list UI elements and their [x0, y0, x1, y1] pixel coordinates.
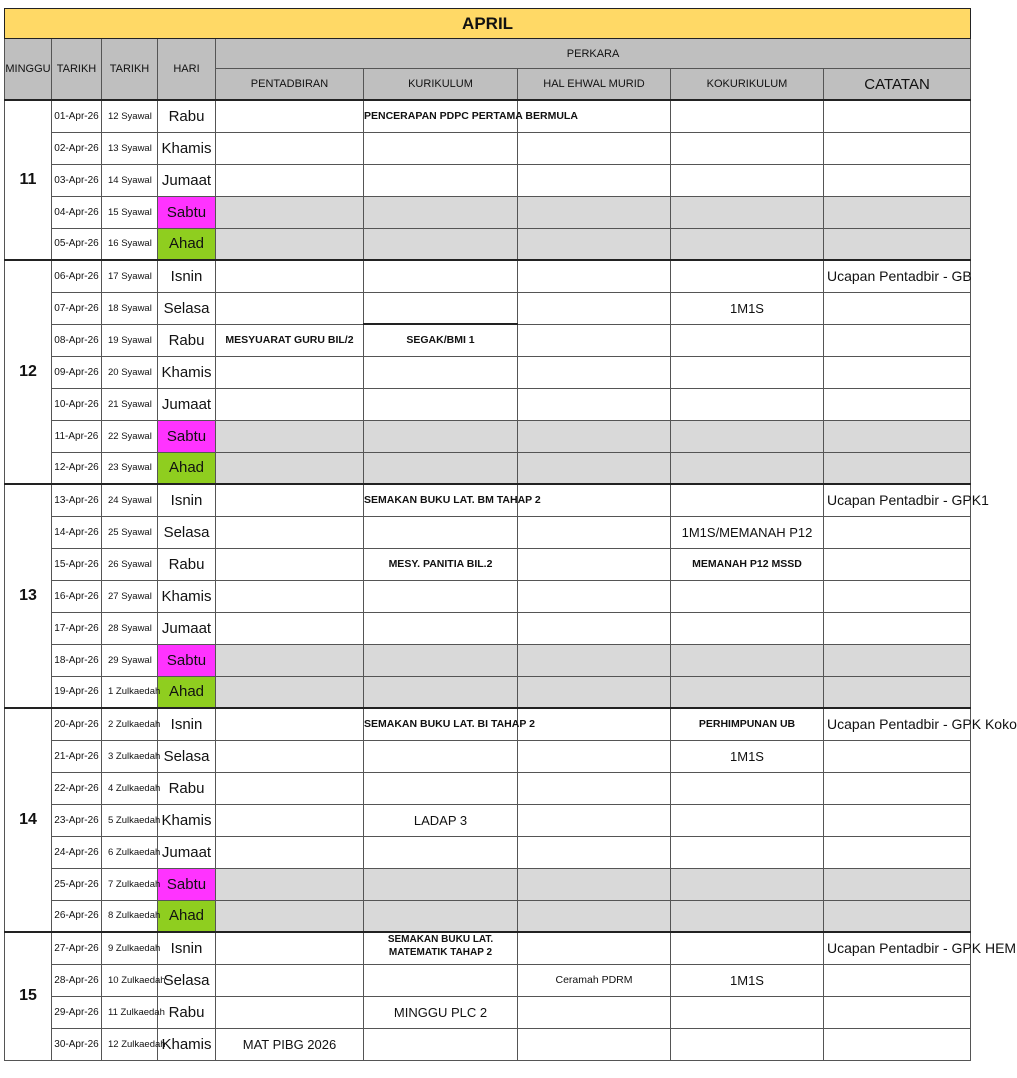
table-row	[5, 164, 971, 196]
hem-cell	[518, 612, 671, 644]
catatan-cell	[824, 324, 971, 356]
hijri-date-cell: 10 Zulkaedah	[102, 964, 158, 996]
date-cell: 11-Apr-26	[52, 420, 102, 452]
hem-cell	[518, 548, 671, 580]
kurikulum-cell	[364, 772, 518, 804]
pentadbiran-cell	[216, 196, 364, 228]
date-cell: 09-Apr-26	[52, 356, 102, 388]
kurikulum-cell	[364, 1028, 518, 1060]
day-cell: Selasa	[158, 964, 216, 996]
date-cell: 14-Apr-26	[52, 516, 102, 548]
table-row	[5, 804, 971, 836]
table-row	[5, 484, 971, 516]
kurikulum-cell	[364, 964, 518, 996]
kokurikulum-cell	[671, 868, 824, 900]
hem-cell	[518, 228, 671, 260]
catatan-cell	[824, 228, 971, 260]
kurikulum-cell	[364, 132, 518, 164]
kokurikulum-cell: 1M1S	[671, 740, 824, 772]
monthly-schedule-sheet	[4, 8, 1017, 1076]
hijri-date-cell: 22 Syawal	[102, 420, 158, 452]
catatan-cell	[824, 772, 971, 804]
pentadbiran-cell	[216, 612, 364, 644]
hijri-date-cell: 18 Syawal	[102, 292, 158, 324]
hem-cell	[518, 516, 671, 548]
hem-cell	[518, 708, 671, 740]
table-row	[5, 356, 971, 388]
week-number: 15	[5, 932, 52, 1060]
kurikulum-cell: SEMAKAN BUKU LAT. MATEMATIK TAHAP 2	[364, 932, 518, 964]
hem-cell	[518, 676, 671, 708]
hijri-date-cell: 6 Zulkaedah	[102, 836, 158, 868]
kokurikulum-cell: MEMANAH P12 MSSD	[671, 548, 824, 580]
kurikulum-cell	[364, 676, 518, 708]
table-row	[5, 324, 971, 356]
pentadbiran-cell	[216, 772, 364, 804]
kurikulum-cell	[364, 580, 518, 612]
kurikulum-cell	[364, 292, 518, 324]
hem-cell	[518, 452, 671, 484]
hijri-date-cell: 20 Syawal	[102, 356, 158, 388]
hem-cell	[518, 644, 671, 676]
day-cell: Khamis	[158, 132, 216, 164]
hem-cell	[518, 932, 671, 964]
hijri-date-cell: 19 Syawal	[102, 324, 158, 356]
catatan-cell: Ucapan Pentadbir - GPK1	[824, 484, 971, 516]
header-pentadbiran: PENTADBIRAN	[216, 69, 364, 101]
catatan-cell	[824, 964, 971, 996]
hem-cell	[518, 1028, 671, 1060]
hem-cell	[518, 740, 671, 772]
kokurikulum-cell: PERHIMPUNAN UB	[671, 708, 824, 740]
kurikulum-cell	[364, 868, 518, 900]
day-cell: Rabu	[158, 548, 216, 580]
day-cell: Khamis	[158, 804, 216, 836]
date-cell: 22-Apr-26	[52, 772, 102, 804]
catatan-cell	[824, 516, 971, 548]
date-cell: 01-Apr-26	[52, 100, 102, 132]
kokurikulum-cell	[671, 100, 824, 132]
catatan-cell	[824, 676, 971, 708]
kokurikulum-cell	[671, 836, 824, 868]
kurikulum-cell	[364, 644, 518, 676]
day-cell: Jumaat	[158, 164, 216, 196]
catatan-cell	[824, 804, 971, 836]
day-cell: Khamis	[158, 580, 216, 612]
pentadbiran-cell	[216, 964, 364, 996]
catatan-cell	[824, 292, 971, 324]
table-row	[5, 708, 971, 740]
hem-cell	[518, 804, 671, 836]
day-cell: Selasa	[158, 516, 216, 548]
kurikulum-cell	[364, 612, 518, 644]
catatan-cell	[824, 196, 971, 228]
hijri-date-cell: 28 Syawal	[102, 612, 158, 644]
table-row	[5, 292, 971, 324]
date-cell: 20-Apr-26	[52, 708, 102, 740]
date-cell: 25-Apr-26	[52, 868, 102, 900]
day-cell: Jumaat	[158, 612, 216, 644]
date-cell: 18-Apr-26	[52, 644, 102, 676]
kokurikulum-cell	[671, 484, 824, 516]
pentadbiran-cell	[216, 644, 364, 676]
pentadbiran-cell	[216, 420, 364, 452]
pentadbiran-cell	[216, 132, 364, 164]
date-cell: 30-Apr-26	[52, 1028, 102, 1060]
hijri-date-cell: 9 Zulkaedah	[102, 932, 158, 964]
table-row	[5, 996, 971, 1028]
catatan-cell: Ucapan Pentadbir - GB	[824, 260, 971, 292]
kurikulum-cell	[364, 836, 518, 868]
week-number: 13	[5, 484, 52, 708]
hem-cell	[518, 580, 671, 612]
date-cell: 29-Apr-26	[52, 996, 102, 1028]
hem-cell	[518, 260, 671, 292]
catatan-cell	[824, 100, 971, 132]
table-row	[5, 196, 971, 228]
date-cell: 07-Apr-26	[52, 292, 102, 324]
hijri-date-cell: 21 Syawal	[102, 388, 158, 420]
hem-cell	[518, 356, 671, 388]
pentadbiran-cell	[216, 356, 364, 388]
hem-cell	[518, 388, 671, 420]
day-cell: Ahad	[158, 676, 216, 708]
table-row	[5, 612, 971, 644]
hem-cell	[518, 996, 671, 1028]
pentadbiran-cell	[216, 228, 364, 260]
hijri-date-cell: 3 Zulkaedah	[102, 740, 158, 772]
table-row	[5, 836, 971, 868]
table-row	[5, 964, 971, 996]
date-cell: 05-Apr-26	[52, 228, 102, 260]
day-cell: Rabu	[158, 772, 216, 804]
table-row	[5, 388, 971, 420]
catatan-cell	[824, 996, 971, 1028]
catatan-cell	[824, 612, 971, 644]
schedule-body	[5, 100, 1017, 1060]
header-catatan: CATATAN	[824, 69, 971, 101]
day-cell: Jumaat	[158, 836, 216, 868]
day-cell: Isnin	[158, 708, 216, 740]
kurikulum-cell: SEMAKAN BUKU LAT. BM TAHAP 2	[364, 484, 518, 516]
hijri-date-cell: 12 Zulkaedah	[102, 1028, 158, 1060]
table-row	[5, 932, 971, 964]
hem-cell	[518, 420, 671, 452]
pentadbiran-cell	[216, 868, 364, 900]
kokurikulum-cell: 1M1S	[671, 964, 824, 996]
kokurikulum-cell	[671, 612, 824, 644]
date-cell: 15-Apr-26	[52, 548, 102, 580]
pentadbiran-cell	[216, 580, 364, 612]
date-cell: 10-Apr-26	[52, 388, 102, 420]
table-row	[5, 900, 971, 932]
date-cell: 23-Apr-26	[52, 804, 102, 836]
kokurikulum-cell	[671, 772, 824, 804]
table-row	[5, 580, 971, 612]
kurikulum-cell: MESY. PANITIA BIL.2	[364, 548, 518, 580]
catatan-cell	[824, 644, 971, 676]
catatan-cell: Ucapan Pentadbir - GPK Koko	[824, 708, 971, 740]
pentadbiran-cell	[216, 740, 364, 772]
catatan-cell	[824, 132, 971, 164]
pentadbiran-cell	[216, 388, 364, 420]
date-cell: 26-Apr-26	[52, 900, 102, 932]
header-hem: HAL EHWAL MURID	[518, 69, 671, 101]
kurikulum-cell	[364, 164, 518, 196]
pentadbiran-cell	[216, 292, 364, 324]
pentadbiran-cell	[216, 708, 364, 740]
pentadbiran-cell	[216, 836, 364, 868]
kurikulum-cell	[364, 356, 518, 388]
hem-cell	[518, 292, 671, 324]
date-cell: 13-Apr-26	[52, 484, 102, 516]
kokurikulum-cell	[671, 676, 824, 708]
day-cell: Rabu	[158, 996, 216, 1028]
catatan-cell	[824, 388, 971, 420]
table-row	[5, 1028, 971, 1060]
catatan-cell	[824, 164, 971, 196]
hijri-date-cell: 1 Zulkaedah	[102, 676, 158, 708]
table-row	[5, 548, 971, 580]
pentadbiran-cell	[216, 900, 364, 932]
kokurikulum-cell	[671, 900, 824, 932]
hijri-date-cell: 16 Syawal	[102, 228, 158, 260]
table-row	[5, 420, 971, 452]
pentadbiran-cell	[216, 932, 364, 964]
kurikulum-cell	[364, 516, 518, 548]
header-tarikh: TARIKH	[52, 39, 102, 101]
kokurikulum-cell	[671, 996, 824, 1028]
kurikulum-cell	[364, 420, 518, 452]
table-row	[5, 772, 971, 804]
hem-cell	[518, 868, 671, 900]
pentadbiran-cell	[216, 996, 364, 1028]
kokurikulum-cell	[671, 132, 824, 164]
kurikulum-cell: SEGAK/BMI 1	[364, 324, 518, 356]
catatan-cell	[824, 1028, 971, 1060]
day-cell: Isnin	[158, 260, 216, 292]
hijri-date-cell: 12 Syawal	[102, 100, 158, 132]
date-cell: 03-Apr-26	[52, 164, 102, 196]
pentadbiran-cell	[216, 804, 364, 836]
day-cell: Khamis	[158, 356, 216, 388]
day-cell: Sabtu	[158, 644, 216, 676]
pentadbiran-cell	[216, 452, 364, 484]
hem-cell	[518, 164, 671, 196]
day-cell: Khamis	[158, 1028, 216, 1060]
kurikulum-cell	[364, 388, 518, 420]
kurikulum-cell	[364, 900, 518, 932]
kokurikulum-cell	[671, 164, 824, 196]
catatan-cell	[824, 740, 971, 772]
table-row	[5, 516, 971, 548]
kokurikulum-cell	[671, 644, 824, 676]
hem-cell: Ceramah PDRM	[518, 964, 671, 996]
hijri-date-cell: 2 Zulkaedah	[102, 708, 158, 740]
hijri-date-cell: 5 Zulkaedah	[102, 804, 158, 836]
hem-cell	[518, 900, 671, 932]
hem-cell	[518, 196, 671, 228]
header-perkara: PERKARA	[216, 39, 971, 69]
kurikulum-cell	[364, 260, 518, 292]
day-cell: Ahad	[158, 228, 216, 260]
hem-cell	[518, 324, 671, 356]
table-row	[5, 452, 971, 484]
kokurikulum-cell: 1M1S	[671, 292, 824, 324]
table-row	[5, 676, 971, 708]
kurikulum-cell	[364, 228, 518, 260]
day-cell: Sabtu	[158, 196, 216, 228]
day-cell: Selasa	[158, 740, 216, 772]
kokurikulum-cell	[671, 932, 824, 964]
pentadbiran-cell	[216, 260, 364, 292]
kurikulum-cell	[364, 740, 518, 772]
header-tarikh-hijri: TARIKH	[102, 39, 158, 101]
kokurikulum-cell	[671, 452, 824, 484]
table-row	[5, 740, 971, 772]
kokurikulum-cell	[671, 324, 824, 356]
day-cell: Selasa	[158, 292, 216, 324]
header-hari: HARI	[158, 39, 216, 101]
pentadbiran-cell: MAT PIBG 2026	[216, 1028, 364, 1060]
day-cell: Ahad	[158, 452, 216, 484]
hijri-date-cell: 11 Zulkaedah	[102, 996, 158, 1028]
date-cell: 27-Apr-26	[52, 932, 102, 964]
table-row	[5, 260, 971, 292]
catatan-cell	[824, 420, 971, 452]
table-row	[5, 868, 971, 900]
schedule-table	[4, 8, 1017, 1061]
date-cell: 08-Apr-26	[52, 324, 102, 356]
day-cell: Jumaat	[158, 388, 216, 420]
kurikulum-cell: PENCERAPAN PDPC PERTAMA BERMULA	[364, 100, 518, 132]
kokurikulum-cell	[671, 420, 824, 452]
day-cell: Ahad	[158, 900, 216, 932]
catatan-cell	[824, 836, 971, 868]
kurikulum-cell	[364, 196, 518, 228]
month-title: APRIL	[5, 9, 971, 39]
kokurikulum-cell	[671, 388, 824, 420]
hijri-date-cell: 23 Syawal	[102, 452, 158, 484]
hem-cell	[518, 132, 671, 164]
hem-cell	[518, 836, 671, 868]
catatan-cell	[824, 580, 971, 612]
pentadbiran-cell	[216, 164, 364, 196]
hijri-date-cell: 15 Syawal	[102, 196, 158, 228]
kokurikulum-cell	[671, 228, 824, 260]
week-number: 12	[5, 260, 52, 484]
pentadbiran-cell	[216, 516, 364, 548]
table-row	[5, 100, 971, 132]
catatan-cell: Ucapan Pentadbir - GPK HEM	[824, 932, 971, 964]
day-cell: Sabtu	[158, 868, 216, 900]
kokurikulum-cell	[671, 260, 824, 292]
kokurikulum-cell	[671, 1028, 824, 1060]
date-cell: 17-Apr-26	[52, 612, 102, 644]
pentadbiran-cell: MESYUARAT GURU BIL/2	[216, 324, 364, 356]
hijri-date-cell: 13 Syawal	[102, 132, 158, 164]
hijri-date-cell: 25 Syawal	[102, 516, 158, 548]
day-cell: Isnin	[158, 484, 216, 516]
hijri-date-cell: 24 Syawal	[102, 484, 158, 516]
catatan-cell	[824, 868, 971, 900]
catatan-cell	[824, 356, 971, 388]
week-number: 11	[5, 100, 52, 260]
pentadbiran-cell	[216, 100, 364, 132]
table-row	[5, 644, 971, 676]
date-cell: 19-Apr-26	[52, 676, 102, 708]
date-cell: 06-Apr-26	[52, 260, 102, 292]
header-kurikulum: KURIKULUM	[364, 69, 518, 101]
hijri-date-cell: 26 Syawal	[102, 548, 158, 580]
hijri-date-cell: 8 Zulkaedah	[102, 900, 158, 932]
week-number: 14	[5, 708, 52, 932]
table-row	[5, 228, 971, 260]
hijri-date-cell: 27 Syawal	[102, 580, 158, 612]
kurikulum-cell: SEMAKAN BUKU LAT. BI TAHAP 2	[364, 708, 518, 740]
kokurikulum-cell	[671, 580, 824, 612]
hem-cell	[518, 772, 671, 804]
header-minggu: MINGGU	[5, 39, 52, 101]
date-cell: 04-Apr-26	[52, 196, 102, 228]
date-cell: 02-Apr-26	[52, 132, 102, 164]
kurikulum-cell	[364, 452, 518, 484]
catatan-cell	[824, 900, 971, 932]
day-cell: Rabu	[158, 324, 216, 356]
hijri-date-cell: 29 Syawal	[102, 644, 158, 676]
date-cell: 28-Apr-26	[52, 964, 102, 996]
date-cell: 21-Apr-26	[52, 740, 102, 772]
day-cell: Rabu	[158, 100, 216, 132]
kokurikulum-cell	[671, 356, 824, 388]
date-cell: 12-Apr-26	[52, 452, 102, 484]
hijri-date-cell: 4 Zulkaedah	[102, 772, 158, 804]
kokurikulum-cell: 1M1S/MEMANAH P12	[671, 516, 824, 548]
date-cell: 16-Apr-26	[52, 580, 102, 612]
hijri-date-cell: 14 Syawal	[102, 164, 158, 196]
pentadbiran-cell	[216, 548, 364, 580]
pentadbiran-cell	[216, 676, 364, 708]
day-cell: Isnin	[158, 932, 216, 964]
hijri-date-cell: 7 Zulkaedah	[102, 868, 158, 900]
kurikulum-cell: LADAP 3	[364, 804, 518, 836]
header-kokurikulum: KOKURIKULUM	[671, 69, 824, 101]
kokurikulum-cell	[671, 804, 824, 836]
table-row	[5, 132, 971, 164]
catatan-cell	[824, 548, 971, 580]
kurikulum-cell: MINGGU PLC 2	[364, 996, 518, 1028]
date-cell: 24-Apr-26	[52, 836, 102, 868]
catatan-cell	[824, 452, 971, 484]
day-cell: Sabtu	[158, 420, 216, 452]
hijri-date-cell: 17 Syawal	[102, 260, 158, 292]
pentadbiran-cell	[216, 484, 364, 516]
kokurikulum-cell	[671, 196, 824, 228]
